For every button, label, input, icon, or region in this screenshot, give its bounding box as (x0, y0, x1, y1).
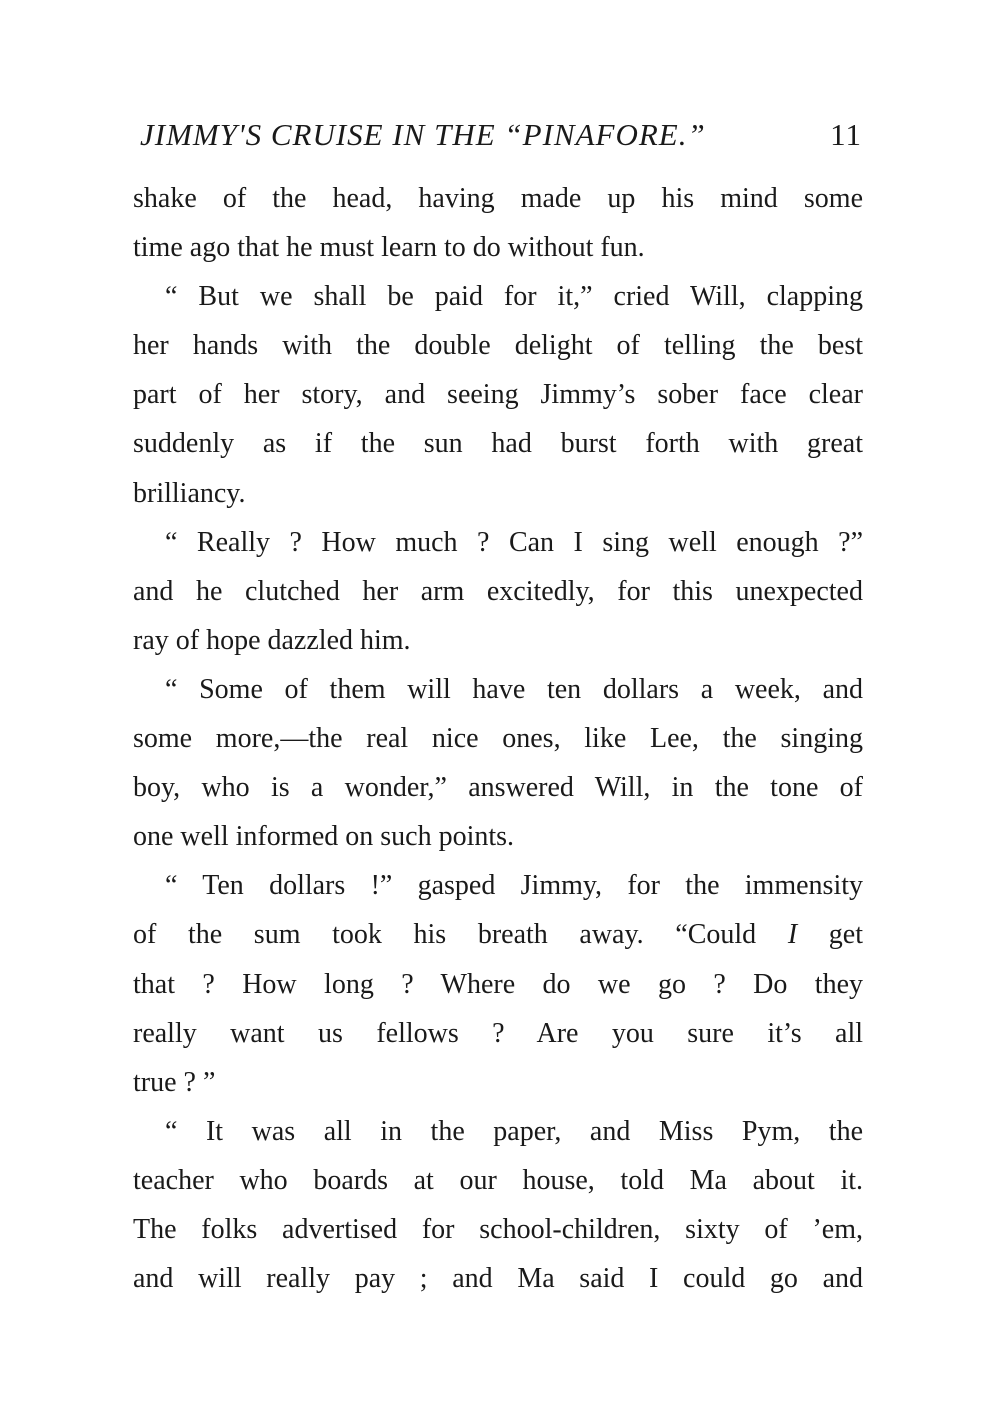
text-line: boy, who is a wonder,” answered Will, in the tone of (133, 772, 863, 804)
text-line: “ But we shall be paid for it,” cried Will, clapping (165, 281, 863, 313)
text-line: “ It was all in the paper, and Miss Pym, the (165, 1115, 863, 1147)
text-line: and will really pay ; and Ma said I could go and (133, 1263, 863, 1295)
text-line: that ? How long ? Where do we go ? Do they (133, 968, 863, 1000)
text-fragment: of the sum took his breath away. “Could (133, 919, 757, 951)
text-line: part of her story, and seeing Jimmy’s sober face clear (133, 379, 863, 411)
italic-pronoun: I (787, 919, 798, 951)
text-line: true ? ” (133, 1066, 216, 1098)
text-line: suddenly as if the sun had burst forth with great (133, 428, 863, 460)
running-head (140, 113, 862, 157)
text-line-with-italic (133, 910, 863, 959)
page-number: 11 (830, 117, 862, 152)
text-line: The folks advertised for school-children, sixty of ’em, (133, 1213, 863, 1245)
text-fragment: get (828, 919, 864, 951)
text-line: her hands with the double delight of telling the best (133, 330, 863, 362)
text-line: some more,—the real nice ones, like Lee, the singing (133, 723, 863, 755)
text-line: really want us fellows ? Are you sure it’s all (133, 1017, 863, 1049)
text-body (133, 174, 863, 1303)
text-line: teacher who boards at our house, told Ma about it. (133, 1164, 863, 1196)
text-line: “ Really ? How much ? Can I sing well enough ?” (165, 526, 863, 558)
text-line: time ago that he must learn to do without fun. (133, 232, 645, 264)
text-line: ray of hope dazzled him. (133, 624, 411, 656)
text-line: “ Some of them will have ten dollars a week, and (165, 673, 863, 705)
text-line: and he clutched her arm excitedly, for this unexpected (133, 575, 863, 607)
text-line: brilliancy. (133, 477, 246, 509)
text-line: “ Ten dollars !” gasped Jimmy, for the immensity (165, 870, 863, 902)
text-line: shake of the head, having made up his mind some (133, 183, 863, 214)
text-line: one well informed on such points. (133, 821, 515, 853)
running-head-title: JIMMY'S CRUISE IN THE “PINAFORE.” (140, 117, 706, 152)
